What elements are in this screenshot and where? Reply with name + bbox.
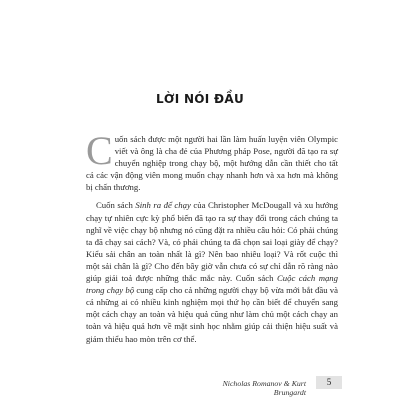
paragraph-second-after: của Christopher McDougall và xu hướng chạy tự nhiên cực kỳ phổ biến đã tạo ra sự thay đổi trong cách chúng ta nghĩ về việc chạy bộ nhưng nó cũng đặt ra nhiều câu hỏi: Có phải chúng ta đã chạy sai cách? Và, có phải chúng ta đã chọn sai loại giày để chạy? Kiểu sải chân an toàn nhất là gì? Nên bao nhiêu loại? Và rốt cuộc thì một sải chân là gì? Cho đến bây giờ vẫn chưa có sự chỉ dẫn rõ ràng nào giúp giải toả được những thắc mắc này. Cuốn sách [86, 200, 338, 284]
book-title-running-revolution: Cuộc cách mạng trong chạy bộ [86, 273, 338, 296]
footer-authors: Nicholas Romanov & Kurt Brungardt [222, 379, 306, 397]
paragraph-intro-text: uốn sách được một người hai lần làm huấn luyện viên Olympic viết và ông là cha đẻ của Phương pháp Pose, người đã tạo ra sự chuyển nghiệp trong chạy bộ, một hướng dẫn cần thiết cho tất cả các vận động viên mong muốn chạy nhanh hơn và xa hơn mà không bị chấn thương. [86, 134, 338, 193]
body-text [86, 128, 338, 345]
chapter-title: LỜI NÓI ĐẦU [155, 92, 245, 106]
page-number: 5 [316, 376, 342, 389]
drop-cap: C [86, 128, 113, 173]
paragraph-intro [86, 128, 338, 193]
book-title-born-to-run: Sinh ra để chạy [135, 200, 191, 211]
paragraph-second [86, 199, 338, 344]
paragraph-second-end: cung cấp cho cả những người chạy bộ vừa mới bắt đầu và cả những ai có nhiều kinh nghiệm mọi thứ họ cần biết để chuyển sang một cách chạy an toàn và hiệu quả cũng như làm chủ một cách chạy an toàn và hiệu quả hơn về mặt sinh học nhằm giúp cải thiện hiệu suất và giảm thiểu hao mòn trên cơ thể. [86, 285, 338, 344]
paragraph-second-before: Cuốn sách [96, 200, 136, 211]
